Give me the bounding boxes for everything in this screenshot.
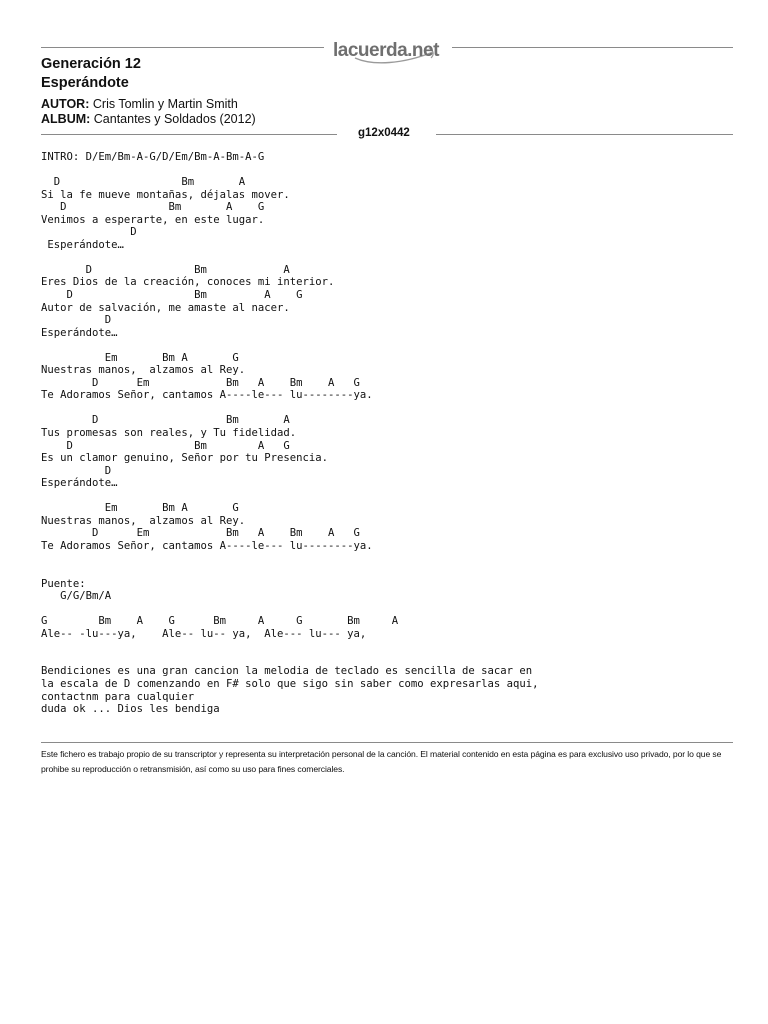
sheet-line: Tus promesas son reales, y Tu fidelidad. bbox=[41, 427, 297, 440]
sheet-line: INTRO: D/Em/Bm-A-G/D/Em/Bm-A-Bm-A-G bbox=[41, 151, 265, 163]
album-line bbox=[41, 112, 256, 127]
sheet-line: duda ok ... Dios les bendiga bbox=[41, 703, 220, 716]
sheet-line: D Bm A G bbox=[41, 201, 265, 214]
sheet-line: Autor de salvación, me amaste al nacer. bbox=[41, 301, 290, 314]
chord-sheet bbox=[41, 151, 538, 716]
code-rule-right bbox=[436, 134, 733, 135]
sheet-line: Esperándote… bbox=[41, 326, 118, 339]
sheet-line: D Bm A bbox=[41, 263, 290, 276]
sheet-line: Nuestras manos, alzamos al Rey. bbox=[41, 514, 246, 527]
sheet-line: G Bm A G Bm A G Bm A bbox=[41, 615, 399, 628]
header-rule-left bbox=[41, 47, 324, 48]
sheet-line: Nuestras manos, alzamos al Rey. bbox=[41, 364, 246, 377]
sheet-line: Si la fe mueve montañas, déjalas mover. bbox=[41, 188, 290, 201]
site-logo-text: lacuerda.net bbox=[333, 40, 439, 61]
sheet-line: D bbox=[41, 464, 112, 477]
sheet-line: Em Bm A G bbox=[41, 351, 239, 364]
sheet-line: D bbox=[41, 314, 112, 327]
sheet-line: G/G/Bm/A bbox=[41, 590, 112, 603]
album-value: Cantantes y Soldados (2012) bbox=[93, 112, 256, 126]
code-rule-left bbox=[41, 134, 337, 135]
sheet-line: D Bm A G bbox=[41, 439, 290, 452]
sheet-line: Esperándote… bbox=[41, 238, 124, 251]
sheet-line: D Bm A bbox=[41, 176, 246, 189]
author-value: Cris Tomlin y Martin Smith bbox=[92, 97, 238, 111]
footer-rule bbox=[41, 742, 733, 743]
sheet-line: Esperándote… bbox=[41, 477, 118, 490]
header-rule-right bbox=[452, 47, 733, 48]
song-title: Esperándote bbox=[41, 75, 129, 91]
sheet-line: contactnm para cualquier bbox=[41, 690, 195, 703]
author-line bbox=[41, 97, 238, 112]
sheet-line: Eres Dios de la creación, conoces mi interior. bbox=[41, 276, 335, 289]
sheet-line: Ale-- -lu---ya, Ale-- lu-- ya, Ale--- lu--- ya, bbox=[41, 627, 367, 640]
sheet-line: Venimos a esperarte, en este lugar. bbox=[41, 213, 265, 226]
sheet-line: D Em Bm A Bm A G bbox=[41, 376, 360, 389]
author-label: AUTOR: bbox=[41, 97, 90, 111]
sheet-line: D Bm A bbox=[41, 414, 290, 427]
sheet-line: la escala de D comenzando en F# solo que sigo sin saber como expresarlas aqui, bbox=[41, 677, 539, 690]
sheet-line: Bendiciones es una gran cancion la melodia de teclado es sencilla de sacar en bbox=[41, 665, 533, 678]
sheet-line: D Em Bm A Bm A G bbox=[41, 527, 360, 540]
sheet-line: Puente: bbox=[41, 577, 86, 590]
footer-disclaimer: Este fichero es trabajo propio de su transcriptor y representa su interpretación personal de la canción. El material contenido en esta página es para exclusivo uso privado, por lo que se prohibe su reproducción o retransmisión, así como su uso para fines comerciales. bbox=[41, 749, 722, 774]
song-code: g12x0442 bbox=[358, 127, 410, 139]
sheet-line: Te Adoramos Señor, cantamos A----le--- lu--------ya. bbox=[41, 539, 373, 552]
sheet-line: Es un clamor genuino, Señor por tu Presencia. bbox=[41, 452, 329, 465]
album-label: ALBUM: bbox=[41, 112, 91, 126]
sheet-line: D Bm A G bbox=[41, 289, 303, 302]
sheet-line: Te Adoramos Señor, cantamos A----le--- lu--------ya. bbox=[41, 389, 373, 402]
sheet-line: D bbox=[41, 226, 137, 239]
artist-name[interactable]: Generación 12 bbox=[41, 56, 141, 72]
sheet-line: Em Bm A G bbox=[41, 502, 239, 515]
site-logo[interactable] bbox=[333, 38, 443, 66]
